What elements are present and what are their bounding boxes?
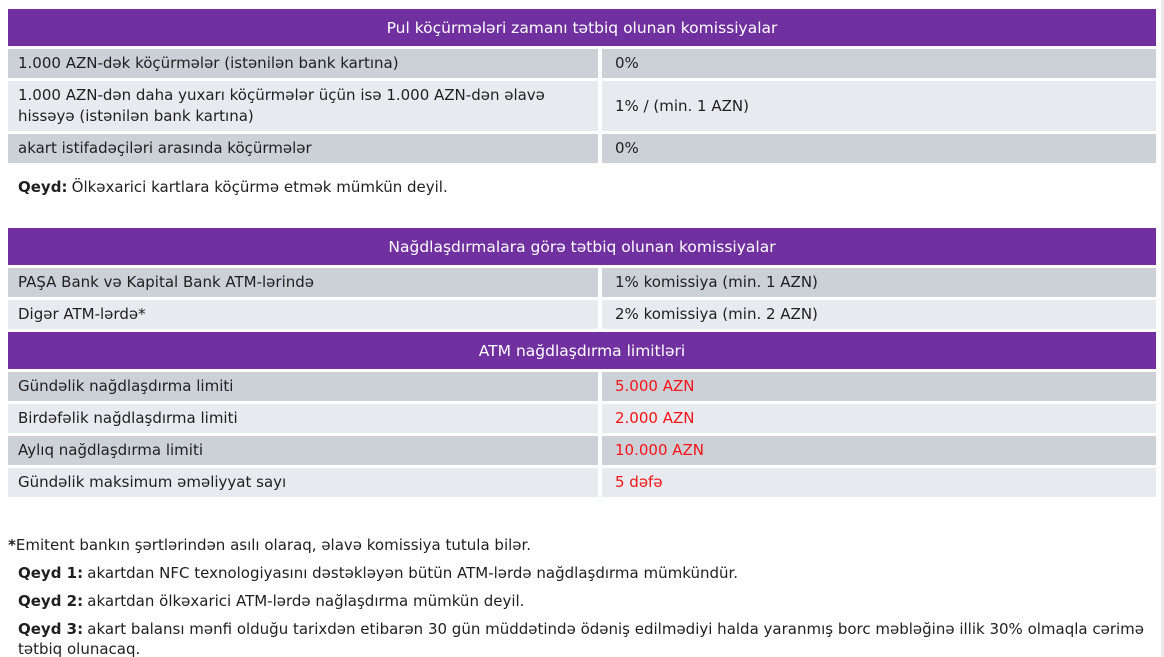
transfer-note bbox=[18, 177, 1156, 197]
transfer-note-text: Ölkəxarici kartlara köçürmə etmək mümkün deyil. bbox=[71, 178, 448, 196]
footnote-emitent bbox=[8, 535, 1156, 555]
limit-row-1-label: Gündəlik nağdlaşdırma limiti bbox=[8, 372, 598, 401]
footnote-qeyd-1-text: akartdan NFC texnologiyasını dəstəkləyən bütün ATM-lərdə nağdlaşdırma mümkündür. bbox=[87, 564, 739, 582]
limits-table-header bbox=[8, 332, 1156, 369]
limits-table-title: ATM nağdlaşdırma limitləri bbox=[478, 341, 686, 360]
limit-row-2-value: 2.000 AZN bbox=[602, 404, 1156, 433]
table-row bbox=[8, 134, 1156, 163]
transfer-row-3-label: akart istifadəçiləri arasında köçürmələr bbox=[8, 134, 598, 163]
table-row bbox=[8, 268, 1156, 297]
limit-row-2-label: Birdəfəlik nağdlaşdırma limiti bbox=[8, 404, 598, 433]
footnotes bbox=[8, 535, 1156, 657]
transfer-row-2-value: 1% / (min. 1 AZN) bbox=[602, 81, 1156, 131]
table-row bbox=[8, 436, 1156, 465]
footnote-qeyd-3 bbox=[18, 619, 1156, 657]
footnote-qeyd-2-text: akartdan ölkəxarici ATM-lərdə nağlaşdırma mümkün deyil. bbox=[87, 592, 525, 610]
transfer-row-3-value: 0% bbox=[602, 134, 1156, 163]
table-row bbox=[8, 468, 1156, 497]
cashout-table-header bbox=[8, 228, 1156, 265]
footnote-emitent-text: Emitent bankın şərtlərindən asılı olaraq, əlavə komissiya tutula bilər. bbox=[15, 536, 532, 554]
cashout-row-1-value: 1% komissiya (min. 1 AZN) bbox=[602, 268, 1156, 297]
table-row bbox=[8, 300, 1156, 329]
transfer-table-title: Pul köçürmələri zamanı tətbiq olunan komissiyalar bbox=[386, 18, 778, 37]
limit-row-4-label: Gündəlik maksimum əməliyyat sayı bbox=[8, 468, 598, 497]
cashout-row-2-label: Digər ATM-lərdə* bbox=[8, 300, 598, 329]
transfer-note-label: Qeyd: bbox=[18, 178, 68, 196]
table-row bbox=[8, 404, 1156, 433]
transfer-table-header bbox=[8, 9, 1156, 46]
footnote-emitent-star: * bbox=[8, 536, 16, 554]
cashout-commissions-table bbox=[8, 228, 1156, 497]
footnote-qeyd-3-label: Qeyd 3: bbox=[18, 620, 84, 638]
transfer-row-2-label: 1.000 AZN-dən daha yuxarı köçürmələr üçün isə 1.000 AZN-dən əlavə hissəyə (istənilən bank kartına) bbox=[8, 81, 598, 131]
limit-row-3-label: Aylıq nağdlaşdırma limiti bbox=[8, 436, 598, 465]
footnote-qeyd-3-text: akart balansı mənfi olduğu tarixdən etibarən 30 gün müddətində ödəniş edilmədiyi halda yaranmış borc məbləğinə illik 30% olmaqla cərimə tətbiq olunacaq. bbox=[18, 620, 1145, 657]
transfer-row-1-value: 0% bbox=[602, 49, 1156, 78]
footnote-qeyd-1-label: Qeyd 1: bbox=[18, 564, 84, 582]
table-row bbox=[8, 49, 1156, 78]
footnote-qeyd-2 bbox=[18, 591, 1156, 611]
footnote-qeyd-2-label: Qeyd 2: bbox=[18, 592, 84, 610]
limit-row-1-value: 5.000 AZN bbox=[602, 372, 1156, 401]
table-row bbox=[8, 81, 1156, 131]
cashout-row-2-value: 2% komissiya (min. 2 AZN) bbox=[602, 300, 1156, 329]
transfer-row-1-label: 1.000 AZN-dək köçürmələr (istənilən bank kartına) bbox=[8, 49, 598, 78]
table-row bbox=[8, 372, 1156, 401]
limit-row-4-value: 5 dəfə bbox=[602, 468, 1156, 497]
transfer-commissions-table bbox=[8, 9, 1156, 197]
footnote-qeyd-1 bbox=[18, 563, 1156, 583]
cashout-row-1-label: PAŞA Bank və Kapital Bank ATM-lərində bbox=[8, 268, 598, 297]
cashout-table-title: Nağdlaşdırmalara görə tətbiq olunan komissiyalar bbox=[388, 237, 776, 256]
limit-row-3-value: 10.000 AZN bbox=[602, 436, 1156, 465]
